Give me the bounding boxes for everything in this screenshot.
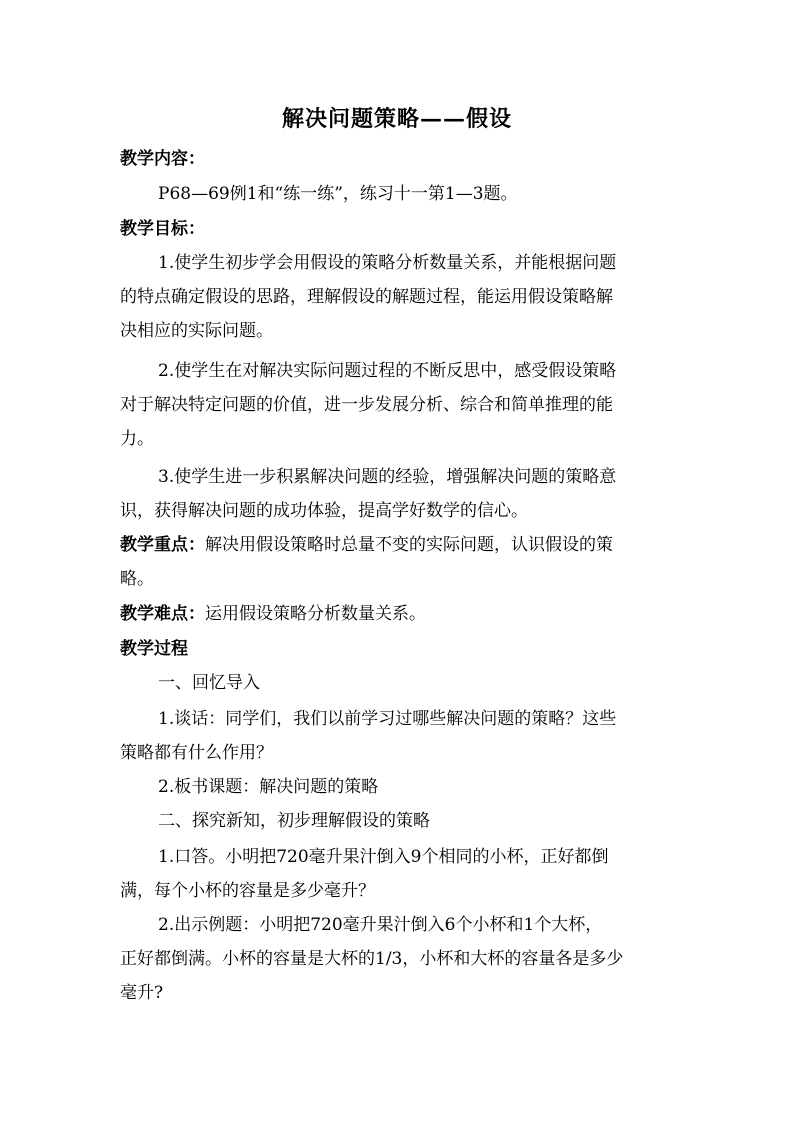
document-title: 解决问题策略——假设	[281, 106, 512, 132]
s1-item1-line2: 策略都有什么作用？	[120, 743, 273, 763]
goal1-line1: 1.使学生初步学会用假设的策略分析数量关系，并能根据问题	[158, 253, 617, 273]
key-point-label: 教学重点：	[120, 535, 205, 555]
process-heading: 教学过程	[120, 639, 188, 659]
s2-item2-line3: 毫升?	[120, 983, 164, 1003]
difficulty-text: 运用假设策略分析数量关系。	[205, 604, 426, 624]
key-point-line1	[120, 528, 680, 562]
s2-item1-line2: 满，每个小杯的容量是多少毫升？	[120, 881, 375, 901]
goal2-line3: 力。	[120, 429, 154, 449]
goal3-line1: 3.使学生进一步积累解决问题的经验，增强解决问题的策略意	[158, 467, 617, 487]
goal3-line2: 识，获得解决问题的成功体验，提高学好数学的信心。	[120, 501, 528, 521]
key-point-line2: 略。	[120, 569, 154, 589]
s2-item2-line1: 2.出示例题：小明把720毫升果汁倒入6个小杯和1个大杯，	[158, 915, 603, 935]
section2-heading: 二、探究新知，初步理解假设的策略	[158, 811, 430, 831]
key-point-text: 解决用假设策略时总量不变的实际问题，认识假设的策	[205, 535, 613, 555]
s1-item1-line1: 1.谈话：同学们，我们以前学习过哪些解决问题的策略？这些	[158, 709, 617, 729]
content-heading: 教学内容：	[120, 149, 205, 169]
content-text: P68—69例1和“练一练”，练习十一第1—3题。	[158, 184, 518, 204]
goal1-line3: 决相应的实际问题。	[120, 321, 273, 341]
goal2-line1: 2.使学生在对解决实际问题过程的不断反思中，感受假设策略	[158, 361, 617, 381]
goals-heading: 教学目标：	[120, 219, 205, 239]
section1-heading: 一、回忆导入	[158, 673, 260, 693]
goal2-line2: 对于解决特定问题的价值，进一步发展分析、综合和简单推理的能	[120, 395, 613, 415]
s1-item2: 2.板书课题：解决问题的策略	[158, 777, 379, 797]
goal1-line2: 的特点确定假设的思路，理解假设的解题过程，能运用假设策略解	[120, 287, 613, 307]
difficulty-label: 教学难点：	[120, 604, 205, 624]
s2-item1-line1: 1.口答。小明把720毫升果汁倒入9个相同的小杯，正好都倒	[158, 847, 609, 867]
s2-item2-line2: 正好都倒满。小杯的容量是大杯的1/3，小杯和大杯的容量各是多少	[120, 949, 624, 969]
difficulty-line	[120, 597, 680, 631]
